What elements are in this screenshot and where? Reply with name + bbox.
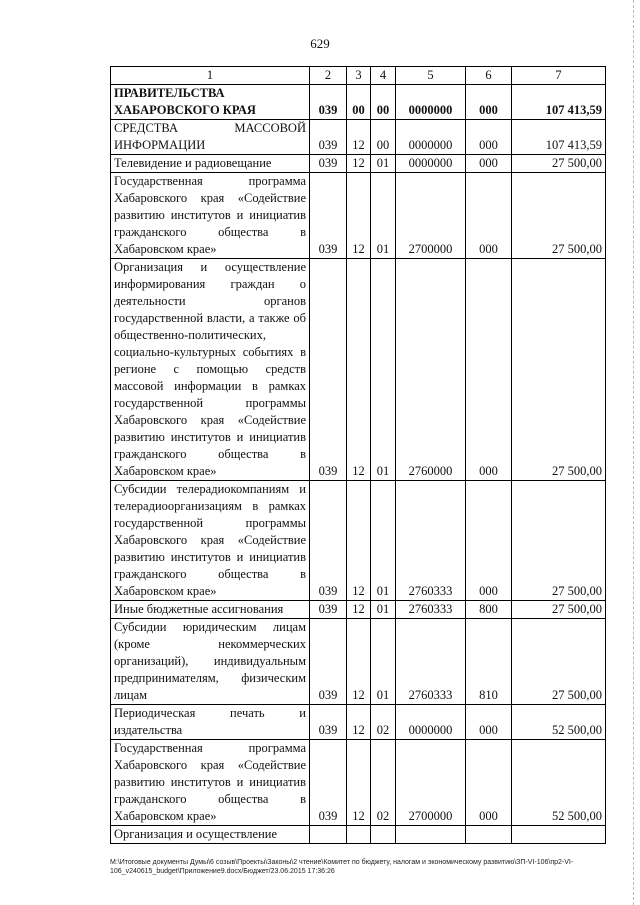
row-subsection: 01 xyxy=(371,481,396,601)
row-amount xyxy=(512,826,606,844)
row-name-cell: Периодическая печать и издательства xyxy=(111,705,310,740)
header-row xyxy=(111,67,606,85)
header-col-3: 3 xyxy=(347,67,371,85)
row-expense-type: 000 xyxy=(466,705,512,740)
table-row xyxy=(111,85,606,120)
row-name-cell: Иные бюджетные ассигнования xyxy=(111,601,310,619)
row-subsection: 02 xyxy=(371,705,396,740)
row-admin-code xyxy=(310,826,347,844)
row-expense-type xyxy=(466,826,512,844)
row-section: 12 xyxy=(347,481,371,601)
row-amount: 27 500,00 xyxy=(512,155,606,173)
document-footer-path: M:\Итоговые документы Думы\6 созыв\Проекты\Законы\2 чтение\Комитет по бюджету, налогам и экономическому развитию\ЗП-VI-106\пр2-VI-106_v240615_budget\Приложение9.docx/Бюджет/23.06.2015 17:36:26 xyxy=(110,859,574,875)
row-section: 12 xyxy=(347,740,371,826)
row-subsection: 01 xyxy=(371,619,396,705)
header-col-5: 5 xyxy=(396,67,466,85)
row-expense-type: 000 xyxy=(466,259,512,481)
header-col-6: 6 xyxy=(466,67,512,85)
table-row xyxy=(111,705,606,740)
table-row xyxy=(111,481,606,601)
row-target-item: 0000000 xyxy=(396,120,466,155)
row-section: 12 xyxy=(347,619,371,705)
row-name-cell: Субсидии телерадиокомпаниям и телерадиоорганизациям в рамках государственной программы Хабаровского края «Содействие развитию институтов и инициатив гражданского общества в Хабаровском крае» xyxy=(111,481,310,601)
row-name-cell: Телевидение и радиовещание xyxy=(111,155,310,173)
header-col-1: 1 xyxy=(111,67,310,85)
row-target-item: 0000000 xyxy=(396,85,466,120)
row-subsection: 01 xyxy=(371,155,396,173)
row-admin-code: 039 xyxy=(310,601,347,619)
table-row xyxy=(111,120,606,155)
table-row xyxy=(111,740,606,826)
row-target-item: 0000000 xyxy=(396,705,466,740)
row-section: 00 xyxy=(347,85,371,120)
row-admin-code: 039 xyxy=(310,173,347,259)
row-target-item xyxy=(396,826,466,844)
row-subsection: 00 xyxy=(371,120,396,155)
row-subsection xyxy=(371,826,396,844)
row-amount: 27 500,00 xyxy=(512,619,606,705)
table-row xyxy=(111,601,606,619)
row-section: 12 xyxy=(347,259,371,481)
row-name-cell: Государственная программа Хабаровского края «Содействие развитию институтов и инициатив гражданского общества в Хабаровском крае» xyxy=(111,173,310,259)
row-admin-code: 039 xyxy=(310,740,347,826)
row-target-item: 2760000 xyxy=(396,259,466,481)
row-expense-type: 000 xyxy=(466,740,512,826)
page-number: 629 xyxy=(310,36,330,51)
row-name-cell: СРЕДСТВА МАССОВОЙ ИНФОРМАЦИИ xyxy=(111,120,310,155)
table-row xyxy=(111,826,606,844)
row-target-item: 2760333 xyxy=(396,601,466,619)
budget-table xyxy=(110,66,606,844)
table-row xyxy=(111,173,606,259)
row-expense-type: 000 xyxy=(466,481,512,601)
row-section: 12 xyxy=(347,155,371,173)
row-subsection: 02 xyxy=(371,740,396,826)
row-target-item: 2700000 xyxy=(396,173,466,259)
header-col-4: 4 xyxy=(371,67,396,85)
row-subsection: 00 xyxy=(371,85,396,120)
row-admin-code: 039 xyxy=(310,85,347,120)
table-header xyxy=(111,67,606,85)
page-edge-line xyxy=(633,0,634,905)
row-amount: 107 413,59 xyxy=(512,120,606,155)
row-amount: 52 500,00 xyxy=(512,740,606,826)
row-amount: 27 500,00 xyxy=(512,173,606,259)
row-amount: 27 500,00 xyxy=(512,601,606,619)
row-section xyxy=(347,826,371,844)
row-subsection: 01 xyxy=(371,259,396,481)
row-name-cell: Организация и осуществление xyxy=(111,826,310,844)
table-row xyxy=(111,619,606,705)
row-admin-code: 039 xyxy=(310,259,347,481)
row-target-item: 2760333 xyxy=(396,619,466,705)
row-expense-type: 000 xyxy=(466,155,512,173)
row-target-item: 0000000 xyxy=(396,155,466,173)
row-expense-type: 000 xyxy=(466,120,512,155)
row-section: 12 xyxy=(347,601,371,619)
row-amount: 107 413,59 xyxy=(512,85,606,120)
row-amount: 27 500,00 xyxy=(512,259,606,481)
row-target-item: 2760333 xyxy=(396,481,466,601)
row-admin-code: 039 xyxy=(310,481,347,601)
row-subsection: 01 xyxy=(371,601,396,619)
row-expense-type: 810 xyxy=(466,619,512,705)
header-col-2: 2 xyxy=(310,67,347,85)
row-name-cell: Организация и осуществление информирования граждан о деятельности органов государственной власти, а также об общественно-политических, социально-культурных событиях в регионе с помощью средств массовой информации в рамках государственной программы Хабаровского края «Содействие развитию институтов и инициатив гражданского общества в Хабаровском крае» xyxy=(111,259,310,481)
table-row xyxy=(111,155,606,173)
row-admin-code: 039 xyxy=(310,120,347,155)
row-target-item: 2700000 xyxy=(396,740,466,826)
row-name-cell: Субсидии юридическим лицам (кроме некоммерческих организаций), индивидуальным предпринимателям, физическим лицам xyxy=(111,619,310,705)
table-row xyxy=(111,259,606,481)
row-section: 12 xyxy=(347,120,371,155)
row-expense-type: 800 xyxy=(466,601,512,619)
row-subsection: 01 xyxy=(371,173,396,259)
row-admin-code: 039 xyxy=(310,705,347,740)
row-admin-code: 039 xyxy=(310,155,347,173)
row-amount: 27 500,00 xyxy=(512,481,606,601)
row-expense-type: 000 xyxy=(466,173,512,259)
row-admin-code: 039 xyxy=(310,619,347,705)
row-name-cell: ПРАВИТЕЛЬСТВА ХАБАРОВСКОГО КРАЯ xyxy=(111,85,310,120)
row-section: 12 xyxy=(347,705,371,740)
row-section: 12 xyxy=(347,173,371,259)
table-body xyxy=(111,85,606,844)
row-name-cell: Государственная программа Хабаровского края «Содействие развитию институтов и инициатив гражданского общества в Хабаровском крае» xyxy=(111,740,310,826)
header-col-7: 7 xyxy=(512,67,606,85)
row-amount: 52 500,00 xyxy=(512,705,606,740)
row-expense-type: 000 xyxy=(466,85,512,120)
